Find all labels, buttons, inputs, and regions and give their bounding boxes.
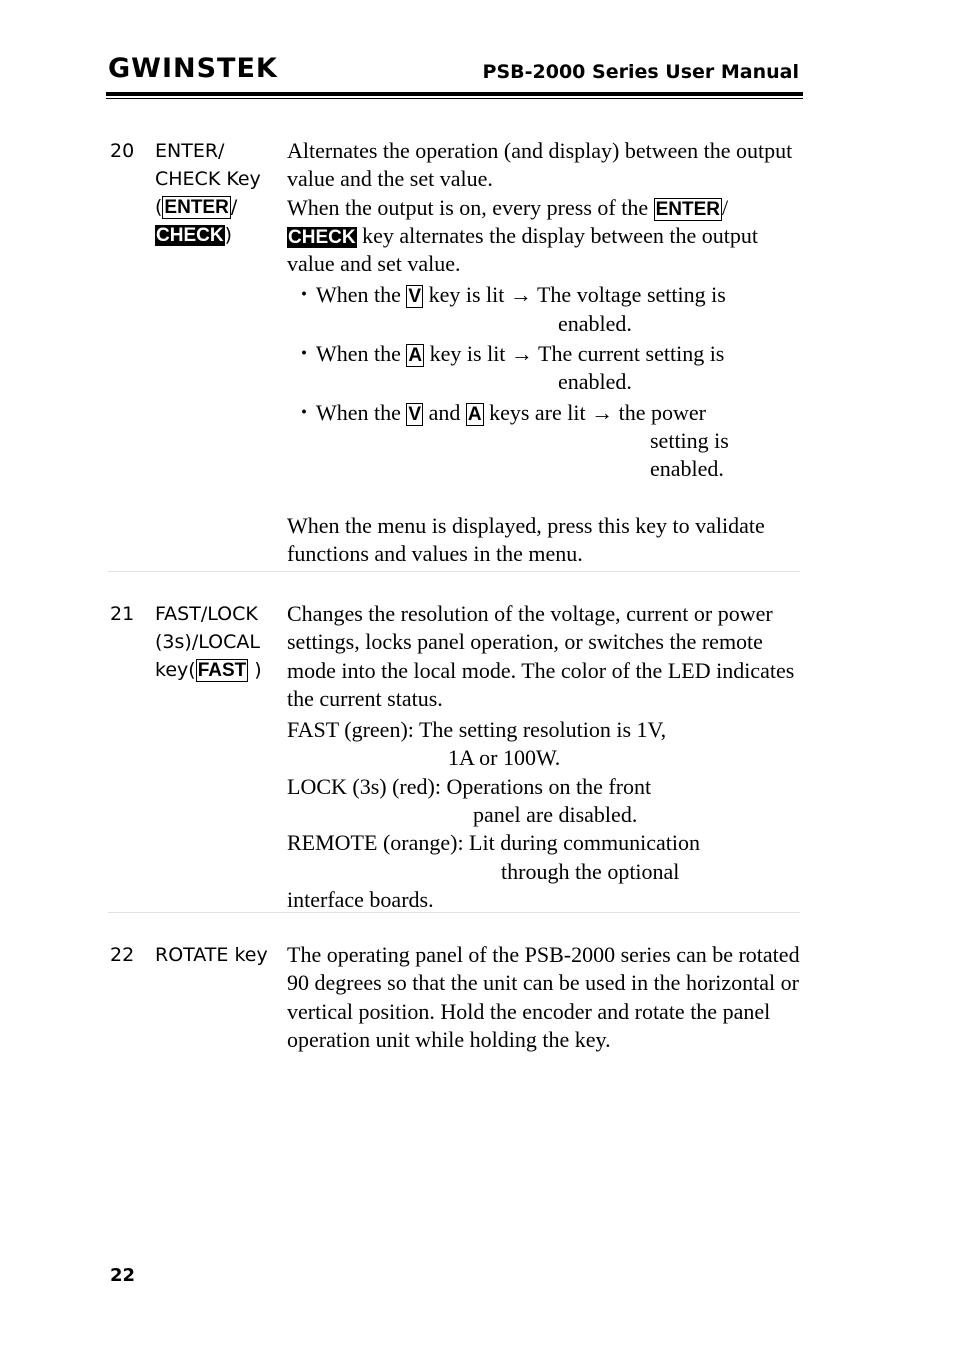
item-description (287, 600, 800, 914)
item-name (155, 137, 285, 249)
bullet-continuation: enabled. (558, 369, 632, 395)
item-description (287, 941, 800, 1054)
fast-key: FAST (197, 660, 247, 681)
paragraph: Alternates the operation (and display) between the output value and the set value. (287, 138, 793, 192)
paragraph: When the menu is displayed, press this key to validate functions and values in the menu. (287, 512, 765, 566)
name-key-line: CHECK) (156, 224, 232, 246)
paragraph: The operating panel of the PSB-2000 series can be rotated 90 degrees so that the unit can be used in the horizontal or vertical position. Hold the encoder and rotate the panel operation unit while holding the key. (287, 942, 800, 1052)
v-key: V (408, 286, 422, 308)
bullet-icon: ・ (293, 341, 316, 367)
v-key: V (408, 403, 422, 425)
arrow-icon: → (510, 341, 533, 367)
name-line: FAST/LOCK (155, 603, 258, 625)
enter-key: ENTER (164, 197, 229, 218)
status-line: FAST (green): The setting resolution is 1V, (287, 717, 667, 743)
bullet-continuation: enabled. (650, 456, 724, 482)
status-continuation: interface boards. (287, 886, 434, 912)
gwinstek-logo: GWINSTEK (108, 53, 278, 84)
a-key: A (467, 403, 482, 425)
arrow-icon: → (509, 282, 532, 308)
manual-title: PSB-2000 Series User Manual (482, 61, 799, 83)
bullet-continuation: enabled. (558, 310, 632, 336)
name-line: ROTATE key (155, 944, 268, 966)
bullet-continuation: setting is (650, 427, 729, 453)
enter-key: ENTER (655, 198, 720, 220)
page-number: 22 (110, 1265, 136, 1286)
status-continuation: panel are disabled. (473, 802, 638, 828)
check-key: CHECK (288, 226, 356, 248)
status-line: LOCK (3s) (red): Operations on the front (287, 773, 652, 799)
row-divider (108, 571, 800, 572)
status-continuation: 1A or 100W. (448, 745, 561, 771)
item-number: 20 (110, 140, 135, 162)
check-key: CHECK (156, 225, 224, 246)
item-name (155, 600, 285, 684)
item-number: 22 (110, 944, 135, 966)
a-key: A (408, 345, 423, 367)
name-line: ENTER/ (155, 140, 225, 162)
name-key-line: key( FAST ) (155, 659, 262, 681)
name-line: CHECK Key (155, 168, 261, 190)
bullet-icon: ・ (293, 282, 316, 308)
arrow-icon: → (591, 399, 614, 425)
row-divider (108, 912, 800, 913)
item-description (287, 137, 800, 568)
status-line: REMOTE (orange): Lit during communication (287, 830, 701, 856)
bullet-item: ・ When the V key is lit → The voltage setting is (287, 281, 800, 309)
header-rule-thin (106, 98, 803, 99)
paragraph: When the output is on, every press of the ENTER/ CHECK key alternates the display between the output value and set value. (287, 194, 758, 277)
status-continuation: through the optional (501, 858, 680, 884)
name-key-line: ( ENTER / (155, 196, 238, 218)
name-line: (3s)/LOCAL (155, 631, 260, 653)
bullet-icon: ・ (293, 399, 316, 425)
bullet-item: ・ When the A key is lit → The current setting is (287, 340, 800, 368)
item-number: 21 (110, 603, 135, 625)
paragraph: Changes the resolution of the voltage, current or power settings, locks panel operation, or switches the remote mode into the local mode. The color of the LED indicates the current status. (287, 601, 795, 711)
bullet-item: ・ When the V and A keys are lit → the power (287, 399, 800, 427)
header-rule (106, 92, 803, 96)
item-name (155, 941, 285, 969)
